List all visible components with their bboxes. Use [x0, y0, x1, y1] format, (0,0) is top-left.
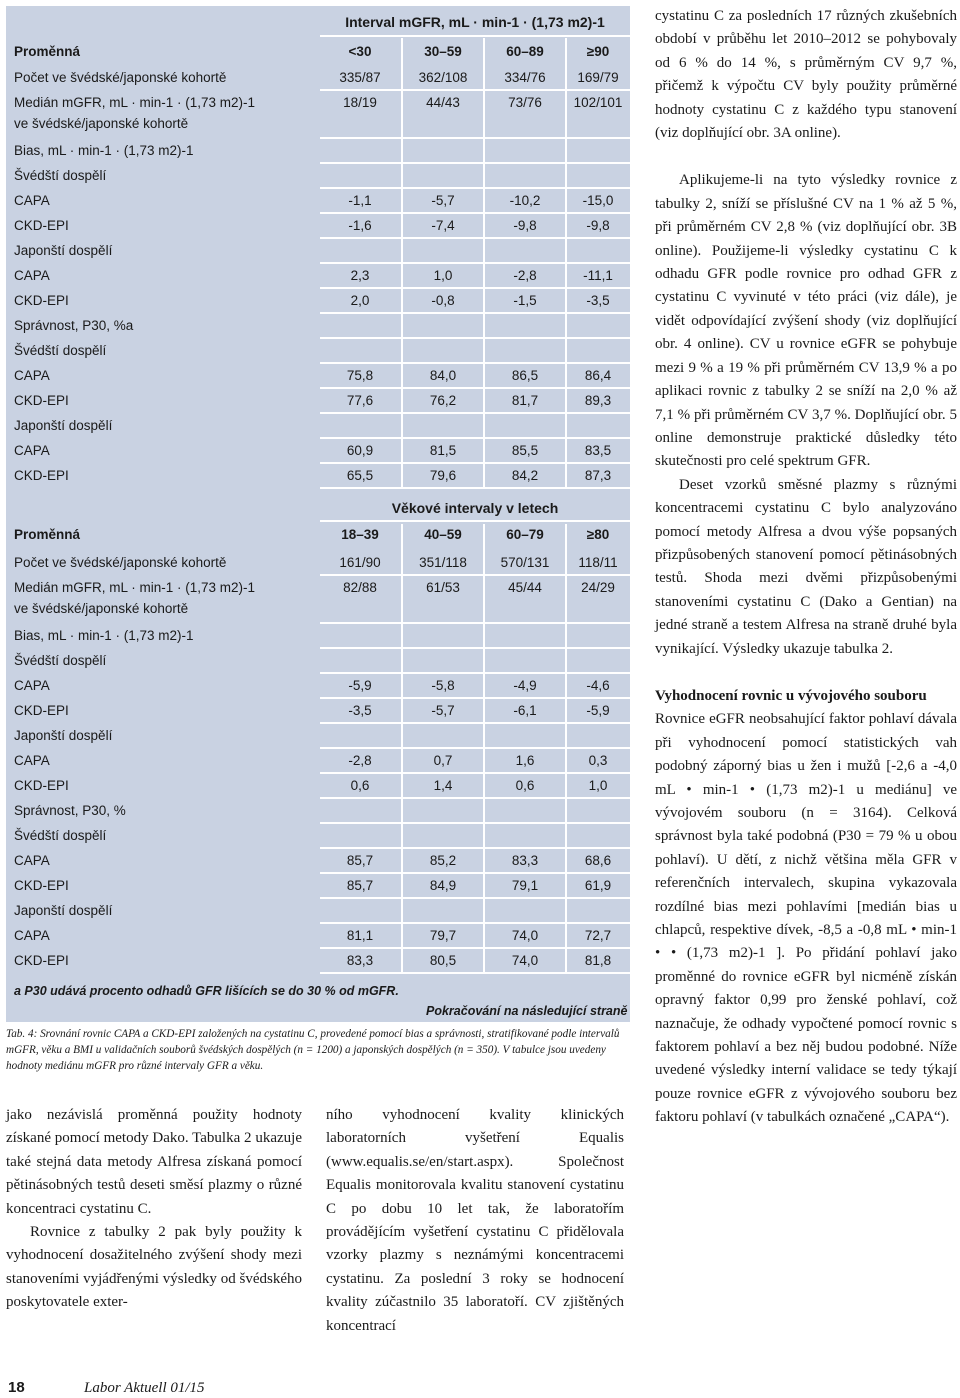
table-cell: 85,2 — [429, 853, 457, 868]
header-col-2: 30–59 — [424, 44, 462, 59]
row-separator — [320, 747, 630, 749]
header-variable: Proměnná — [14, 527, 81, 542]
paragraph: jako nezávislá proměnná použity hodnoty získané pomocí metody Dako. Tabulka 2 ukazuje také stejná data metody Alfresa získaná pomocí pětinásobných testů deseti směsí plazmy o různé koncentraci cystatinu C. — [6, 1107, 302, 1217]
table-cell: -11,1 — [583, 268, 613, 283]
table-cell: 81,5 — [429, 443, 457, 458]
journal-name: Labor Aktuell 01/15 — [84, 1380, 205, 1396]
column-separator — [401, 38, 403, 487]
table-cell: 81,1 — [346, 928, 374, 943]
row-label: CAPA — [14, 853, 50, 868]
row-label: CAPA — [14, 268, 50, 283]
table-cell: 83,3 — [511, 853, 539, 868]
table-cell: 1,0 — [588, 778, 608, 793]
row-label: CKD-EPI — [14, 878, 69, 893]
table-cell: 570/131 — [500, 555, 550, 570]
column-separator — [483, 38, 485, 487]
row-label: CAPA — [14, 753, 50, 768]
row-label: CKD-EPI — [14, 468, 69, 483]
table-cell: 81,7 — [511, 393, 539, 408]
table-cell: -1,5 — [513, 293, 537, 308]
page-number: 18 — [8, 1379, 25, 1396]
header-col-1: 18–39 — [341, 527, 379, 542]
table-cell: -5,9 — [586, 703, 610, 718]
table-cell: 85,7 — [346, 878, 374, 893]
column-separator — [483, 524, 485, 972]
row-label: Počet ve švédské/japonské kohortě — [14, 555, 227, 570]
row-label: Japonští dospělí — [14, 418, 113, 433]
table-cell: 76,2 — [429, 393, 457, 408]
band-separator — [320, 520, 630, 522]
table-cell: -10,2 — [509, 193, 541, 208]
table-cell: 85,5 — [511, 443, 539, 458]
table-cell: 0,6 — [350, 778, 370, 793]
table-footnote: a P30 udává procento odhadů GFR lišících se do 30 % od mGFR. — [14, 984, 399, 998]
row-label: Švédští dospělí — [14, 828, 107, 843]
row-label: Bias, mL · min-1 · (1,73 m2)-1 — [14, 143, 194, 158]
table-cell: 84,2 — [511, 468, 539, 483]
table-cell: 362/108 — [418, 70, 468, 85]
table-cell: 83,3 — [346, 953, 374, 968]
table-cell: 73/76 — [508, 95, 542, 110]
table-cell: 45/44 — [508, 580, 542, 595]
table-cell: 80,5 — [429, 953, 457, 968]
continued-note: Pokračování na následující straně — [426, 1004, 628, 1018]
row-label: Švédští dospělí — [14, 168, 107, 183]
row-separator — [320, 872, 630, 874]
table-cell: 79,6 — [429, 468, 457, 483]
paragraph: cystatinu C za posledních 17 různých zkušebních období v průběhu let 2010–2012 se pohybovaly od 6 % do 14 %, s průměrným CV 9,7 %, přičemž k výpočtu CV byly použity průměrné hodnoty cystatinu C z každého typu stanovení (viz doplňující obr. 3A online). — [655, 8, 957, 142]
row-label: CKD-EPI — [14, 293, 69, 308]
row-label-continued: ve švédské/japonské kohortě — [14, 601, 189, 616]
paragraph: Rovnice z tabulky 2 pak byly použity k vyhodnocení dosažitelného zvýšení shody mezi stanoveními vyjádřenými výsledky od švédského poskytovatele exter- — [6, 1224, 302, 1311]
table-cell: -5,7 — [431, 193, 455, 208]
row-label-continued: ve švédské/japonské kohortě — [14, 116, 189, 131]
paragraph: ního vyhodnocení kvality klinických laboratorních vyšetření Equalis (www.equalis.se/en/start.aspx). Společnost Equalis monitorovala kvalitu stanovení cystatinu C po dobu 10 let tak, že laboratořím provádějícím vyšetření cystatinu C přidělovala vzorky plazmy s neznámými koncentracemi cystatinu. Za poslední 3 roky se hodnocení kvality zúčastnilo 35 laboratoří. CV zjištěných koncentrací — [326, 1107, 624, 1334]
row-separator — [320, 212, 630, 214]
table-caption: Tab. 4: Srovnání rovnic CAPA a CKD-EPI založených na cystatinu C, provedené pomocí bias a správnosti, stratifikované podle intervalů mGFR, věku a BMI u validačních souborů švédských dospělých (n = 1200) a japonských dospělých (n = 350). V tabulce jsou uvedeny hodnoty mediánu mGFR pro různé intervaly GFR a věku. — [6, 1028, 620, 1072]
table-cell: -4,6 — [586, 678, 610, 693]
row-label: CAPA — [14, 443, 50, 458]
row-separator — [320, 262, 630, 264]
row-label: Bias, mL · min-1 · (1,73 m2)-1 — [14, 628, 194, 643]
row-separator — [320, 312, 630, 314]
row-label: Počet ve švédské/japonské kohortě — [14, 70, 227, 85]
row-separator — [320, 622, 630, 624]
table-cell: 335/87 — [339, 70, 381, 85]
row-separator — [320, 697, 630, 699]
table-cell: 118/11 — [578, 555, 618, 570]
row-separator — [320, 822, 630, 824]
table-cell: 61/53 — [426, 580, 460, 595]
row-separator — [320, 574, 630, 576]
row-label: CAPA — [14, 928, 50, 943]
table-cell: -9,8 — [513, 218, 537, 233]
table-cell: 1,6 — [515, 753, 535, 768]
table-cell: -1,6 — [348, 218, 372, 233]
table-cell: -2,8 — [348, 753, 372, 768]
table-cell: 0,6 — [515, 778, 535, 793]
mgfr-interval-band-title: Interval mGFR, mL · min-1 · (1,73 m2)-1 — [345, 14, 605, 30]
table-cell: -7,4 — [431, 218, 455, 233]
column-separator — [401, 524, 403, 972]
row-label: CKD-EPI — [14, 218, 69, 233]
table-cell: 65,5 — [346, 468, 374, 483]
row-label: Švédští dospělí — [14, 653, 107, 668]
left-column — [6, 1104, 302, 1315]
table-cell: 84,0 — [429, 368, 457, 383]
row-label: Medián mGFR, mL · min-1 · (1,73 m2)-1 — [14, 580, 256, 595]
row-separator — [320, 137, 630, 139]
table-cell: -9,8 — [586, 218, 610, 233]
table-cell: 44/43 — [426, 95, 460, 110]
table-cell: -15,0 — [582, 193, 614, 208]
row-separator — [320, 797, 630, 799]
table-cell: 1,4 — [433, 778, 453, 793]
table-cell: -0,8 — [431, 293, 455, 308]
table-cell: 79,7 — [429, 928, 457, 943]
row-label: CKD-EPI — [14, 953, 69, 968]
table-cell: 102/101 — [573, 95, 623, 110]
table-cell: 86,5 — [511, 368, 539, 383]
middle-column — [326, 1104, 624, 1338]
table-cell: 334/76 — [504, 70, 546, 85]
row-separator — [320, 972, 630, 974]
header-variable: Proměnná — [14, 44, 81, 59]
row-separator — [320, 89, 630, 91]
table-cell: 82/88 — [343, 580, 377, 595]
header-col-4: ≥80 — [586, 527, 610, 542]
table-cell: -5,9 — [348, 678, 372, 693]
paragraph: Rovnice eGFR neobsahující faktor pohlaví dávala při vyhodnocení pomocí statistických vah podobný záporný bias u žen i mužů [-2,6 a -4,0 mL • min-1 • (1,73 m2)-1 u mediánu] ve vývojovém souboru (n = 3164). Celková správnost byla také podobná (P30 = 79 % u obou pohlaví). U dětí, z nichž většina měla GFR v referenčních intervalech, skupina vykazovala rozdílné bias mezi pohlavími [medián bias u chlapců, respektive dívek, -8,5 a -0,8 mL • min-1 • • (1,73 m2)-1 ]. Po přidání pohlaví jako proměnné do rovnice eGFR byl nicméně získán opravný faktor 0,99 pro ženské pohlaví, což naznačuje, že odhady vypočtené pomocí rovnic s faktorem pohlaví a bez něj budou podobné. Níže uvedené výsledky interní validace se tedy týkají pouze rovnice eGFR z vývojového souboru bez faktoru pohlaví (v tabulkách označené „CAPA“). — [655, 711, 957, 1126]
row-separator — [320, 847, 630, 849]
table-cell: 87,3 — [584, 468, 612, 483]
table-cell: 0,7 — [433, 753, 453, 768]
section-heading: Vyhodnocení rovnic u vývojového souboru — [655, 687, 927, 704]
table-cell: 81,8 — [584, 953, 612, 968]
row-label: Správnost, P30, % — [14, 803, 126, 818]
table-cell: 61,9 — [584, 878, 612, 893]
column-separator — [565, 524, 567, 972]
age-interval-band-title: Věkové intervaly v letech — [391, 500, 559, 516]
table-cell: 1,0 — [433, 268, 453, 283]
row-separator — [320, 387, 630, 389]
row-separator — [320, 162, 630, 164]
row-label: CKD-EPI — [14, 703, 69, 718]
table-cell: 74,0 — [511, 928, 539, 943]
row-separator — [320, 237, 630, 239]
row-separator — [320, 462, 630, 464]
row-label: Japonští dospělí — [14, 728, 113, 743]
table-cell: 18/19 — [343, 95, 377, 110]
table-cell: 72,7 — [584, 928, 612, 943]
paragraph: Deset vzorků směsné plazmy s různými koncentracemi cystatinu C bylo analyzováno pomocí metody Alfresa a dvou výše popsaných přizpůsobených stanovení pomocí pětinásobných testů. Shoda mezi dvěmi přizpůsobenými stanoveními cystatinu C (Dako a Gentian) na jedné straně a testem Alfresa na straně druhé byla vynikající. Výsledky ukazuje tabulka 2. — [655, 476, 957, 657]
table-cell: 84,9 — [429, 878, 457, 893]
table-cell: -2,8 — [513, 268, 537, 283]
table-cell: -5,7 — [431, 703, 455, 718]
table-cell: -3,5 — [348, 703, 372, 718]
band-separator — [320, 35, 630, 37]
table-cell: 60,9 — [346, 443, 374, 458]
header-col-1: <30 — [348, 44, 372, 59]
table-cell: 75,8 — [346, 368, 374, 383]
row-label: CAPA — [14, 678, 50, 693]
table-cell: 161/90 — [339, 555, 381, 570]
row-label: Švédští dospělí — [14, 343, 107, 358]
column-separator — [565, 38, 567, 487]
right-column — [655, 5, 957, 1130]
paragraph: Aplikujeme-li na tyto výsledky rovnice z tabulky 2, sníží se příslušné CV na 1 % až 5 %, při průměrném CV 2,8 % (viz doplňující obr. 3B online). Použijeme-li výsledky cystatinu C k odhadu GFR podle rovnice pro odhad GFR z cystatinu C vyvinuté v této práci (viz dále), je vidět odpovídající zvýšení shody (viz doplňující obr. 4 online). CV u rovnice eGFR se pohybuje mezi 9 % a 19 % při průměrném CV 13,9 % a po aplikaci rovnic z tabulky 2 se sníží na 2,0 % až 7,1 % při průměrném CV 3,7 %. Doplňující obr. 5 online demonstruje praktické důsledky této skutečnosti pro celé spektrum GFR. — [655, 172, 957, 470]
table-cell: 0,3 — [588, 753, 608, 768]
row-separator — [320, 187, 630, 189]
row-separator — [320, 487, 630, 489]
row-separator — [320, 412, 630, 414]
row-label: Japonští dospělí — [14, 903, 113, 918]
table-cell: 2,3 — [350, 268, 370, 283]
header-col-3: 60–89 — [506, 44, 544, 59]
table-cell: 74,0 — [511, 953, 539, 968]
table-cell: -1,1 — [348, 193, 372, 208]
row-label: CAPA — [14, 368, 50, 383]
table-cell: -4,9 — [513, 678, 537, 693]
row-label: CAPA — [14, 193, 50, 208]
table-cell: 79,1 — [511, 878, 539, 893]
row-label: CKD-EPI — [14, 393, 69, 408]
row-separator — [320, 672, 630, 674]
row-separator — [320, 897, 630, 899]
table-cell: 85,7 — [346, 853, 374, 868]
row-separator — [320, 947, 630, 949]
row-separator — [320, 437, 630, 439]
table-cell: -5,8 — [431, 678, 455, 693]
row-label: Medián mGFR, mL · min-1 · (1,73 m2)-1 — [14, 95, 256, 110]
table-cell: 89,3 — [584, 393, 612, 408]
results-table — [6, 6, 630, 1022]
table-cell: 2,0 — [350, 293, 370, 308]
row-separator — [320, 722, 630, 724]
row-separator — [320, 647, 630, 649]
table-cell: 83,5 — [584, 443, 612, 458]
table-cell: 351/118 — [419, 555, 467, 570]
table-cell: 169/79 — [577, 70, 619, 85]
row-label: CKD-EPI — [14, 778, 69, 793]
table-cell: 68,6 — [584, 853, 612, 868]
table-cell: -3,5 — [586, 293, 610, 308]
header-col-4: ≥90 — [586, 44, 610, 59]
header-col-2: 40–59 — [424, 527, 462, 542]
table-cell: 24/29 — [581, 580, 615, 595]
row-label: Japonští dospělí — [14, 243, 113, 258]
table-cell: -6,1 — [513, 703, 537, 718]
row-separator — [320, 287, 630, 289]
table-cell: 86,4 — [584, 368, 612, 383]
row-separator — [320, 362, 630, 364]
row-separator — [320, 337, 630, 339]
row-label: Správnost, P30, %a — [14, 318, 134, 333]
table-cell: 77,6 — [346, 393, 374, 408]
header-col-3: 60–79 — [506, 527, 544, 542]
row-separator — [320, 922, 630, 924]
row-separator — [320, 772, 630, 774]
